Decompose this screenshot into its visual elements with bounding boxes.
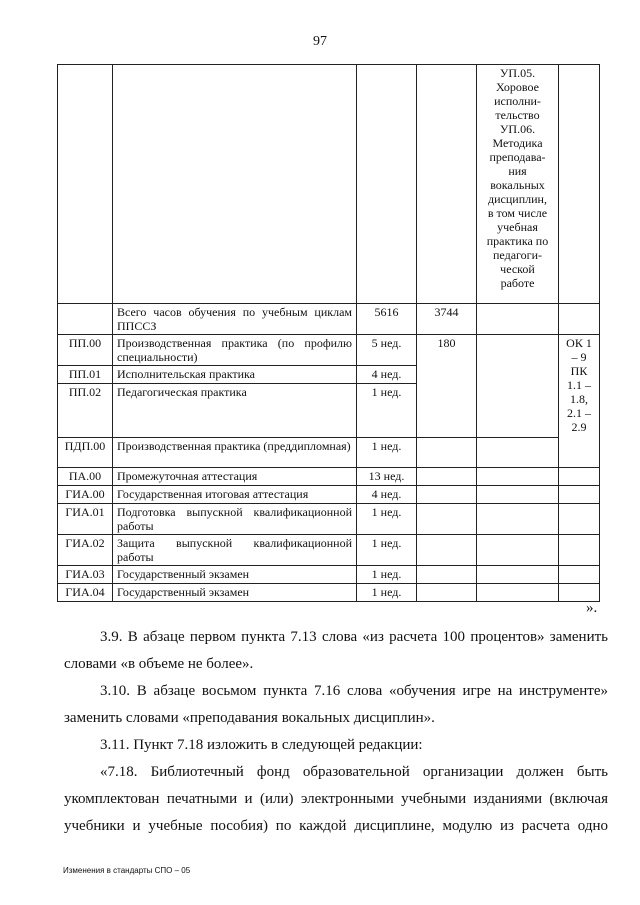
row-title: Педагогическая практика [113,384,357,438]
row-title: Всего часов обучения по учебным циклам ППССЗ [113,304,357,335]
row-duration: 1 нед. [357,438,417,468]
row-code: ПП.01 [58,366,113,384]
row-hours: 3744 [417,304,477,335]
paragraph-7-18: «7.18. Библиотечный фонд образовательной организации должен быть [100,764,608,780]
row-title: Государственный экзамен [113,566,357,584]
row-duration: 1 нед. [357,504,417,535]
closing-quote: ». [586,600,598,616]
table-row [58,335,600,366]
paragraph-3-9-end: словами «в объеме не более». [64,656,254,672]
page-number: 97 [313,34,327,49]
table-row [58,438,600,468]
row-code: ГИА.03 [58,566,113,584]
table-row [58,584,600,602]
row-duration: 5 нед. [357,335,417,366]
paragraph-3-10-end: заменить словами «преподавания вокальных дисциплин». [64,710,435,726]
paragraph-3-9: 3.9. В абзаце первом пункта 7.13 слова «из расчета 100 процентов» заменить [100,629,608,645]
row-code: ГИА.02 [58,535,113,566]
table-row [58,65,600,304]
row-title: Исполнительская практика [113,366,357,384]
row-code: ПП.02 [58,384,113,438]
row-duration: 1 нед. [357,566,417,584]
row-duration: 1 нед. [357,535,417,566]
table-row [58,504,600,535]
row-title: Промежуточная аттестация [113,468,357,486]
table-row [58,566,600,584]
curriculum-table [57,64,600,602]
row-code: ПДП.00 [58,438,113,468]
paragraph-3-11: 3.11. Пункт 7.18 изложить в следующей редакции: [100,737,423,753]
row-code: ГИА.00 [58,486,113,504]
table-row [58,486,600,504]
row-title: Производственная практика (преддипломная) [113,438,357,468]
row-title: Государственный экзамен [113,584,357,602]
table-row [58,535,600,566]
paragraph-3-10: 3.10. В абзаце восьмом пункта 7.16 слова «обучения игре на инструменте» [100,683,608,699]
row-duration: 4 нед. [357,366,417,384]
row-duration: 4 нед. [357,486,417,504]
table-row [58,468,600,486]
practice-hours: 180 [417,335,477,438]
row-duration: 1 нед. [357,384,417,438]
row-max-load: 5616 [357,304,417,335]
paragraph-7-18-line3: учебники и учебные пособия) по каждой дисциплине, модулю из расчета одно [64,818,608,834]
practice-list-cell: УП.05. Хоровое исполни- тельство УП.06. Методика преподава- ния вокальных дисциплин, в том числе учебная практика по педагоги- ческой работе [477,65,559,304]
row-code: ГИА.01 [58,504,113,535]
row-duration: 13 нед. [357,468,417,486]
row-title: Производственная практика (по профилю специальности) [113,335,357,366]
row-code: ПА.00 [58,468,113,486]
row-title: Подготовка выпускной квалификационной работы [113,504,357,535]
table-row [58,304,600,335]
paragraph-7-18-line2: укомплектован печатными и (или) электронными учебными изданиями (включая [64,791,608,807]
row-code: ПП.00 [58,335,113,366]
row-title: Защита выпускной квалификационной работы [113,535,357,566]
row-duration: 1 нед. [357,584,417,602]
row-title: Государственная итоговая аттестация [113,486,357,504]
footer-note: Изменения в стандарты СПО – 05 [63,866,191,875]
competencies-cell: ОК 1 – 9 ПК 1.1 – 1.8, 2.1 – 2.9 [559,335,600,468]
row-code: ГИА.04 [58,584,113,602]
